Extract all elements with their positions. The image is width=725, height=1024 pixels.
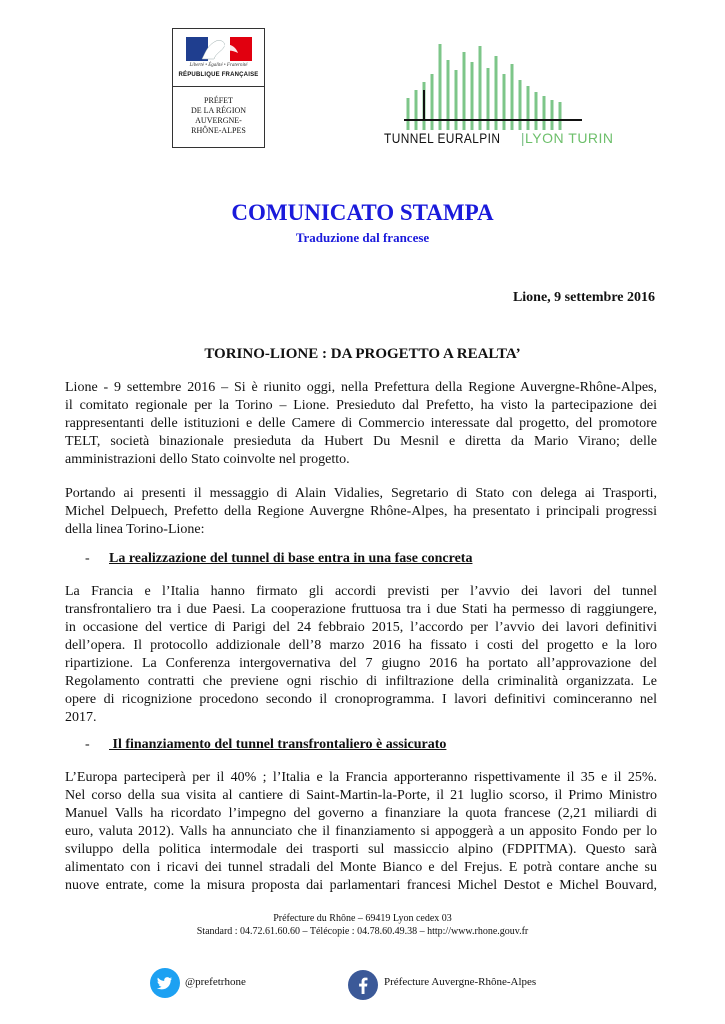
text-line: amministrazioni dello Stato coinvolte nel progetto. [65,452,350,467]
text-line: ripartizione. La Conferenza intergovernativa del 7 giugno 2016 ha portato all’approvazione del [65,656,657,671]
prefet-label [173,96,264,136]
twitter-icon[interactable] [150,968,180,998]
footer-address: Préfecture du Rhône – 69419 Lyon cedex 03 [273,913,452,924]
dateline: Lione, 9 settembre 2016 [512,290,655,305]
facebook-page[interactable]: Préfecture Auvergne-Rhône-Alpes [384,976,537,988]
paragraph-4 [65,769,657,895]
text-line: Michel Delpuech, Prefetto della Regione Auvergne Rhône-Alpes, ha presentato i principali progressi [65,504,657,519]
text-line: euro, valuta 2012). Valls ha annunciato che il finanziamento si appoggerà a un apposito Fondo per lo [65,824,657,839]
bullet-dash: - [85,551,90,566]
prefet-line: RHÔNE-ALPES [191,126,246,135]
prefet-line: PRÉFET [204,96,233,105]
prefecture-logo [172,28,265,148]
bullet-dash: - [85,737,90,752]
text-line: transfrontaliero tra i due Paesi. La cooperazione fruttuosa tra i due Stati ha permesso di raggiungere, [65,602,657,617]
marianne-emblem-icon [186,37,252,61]
telt-logo-separator: | [520,130,526,146]
text-line: il comitato regionale per la Torino – Lione. Presieduto dal Prefetto, ha visto la partecipazione dei [65,398,657,413]
text-line: rappresentanti delle istituzioni e delle Camere di Commercio interessate dal progetto, del promotore [65,416,657,431]
twitter-handle[interactable]: @prefetrhone [185,976,246,988]
text-line: Regolamento contratti che previene ogni rischio di infiltrazione della criminalità organizzata. Le [65,674,657,689]
bullet-heading-1 [85,551,472,567]
telt-logo-part1: TUNNEL EURALPIN [384,130,501,146]
text-line: nuove entrate, come la misura proposta dai parlamentari francesi Michel Destot e Michel Bouvard, [65,878,657,893]
paragraph-3 [65,583,657,727]
text-line: L’Europa parteciperà per il 40% ; l’Italia e la Francia apporteranno rispettivamente il 35 e il 25%. [65,770,657,785]
bullet-text: La realizzazione del tunnel di base entra in una fase concreta [109,551,473,566]
prefet-line: AUVERGNE- [195,116,242,125]
text-line: Nel corso della sua visita al cantiere di Saint-Martin-la-Porte, il 21 luglio scorso, il Primo Ministro [65,788,657,803]
text-line: alimentato con i ricavi dei tunnel stradali del Monte Bianco e del Frejus. E potrà contare anche su [65,860,657,875]
motto: Liberté • Égalité • Fraternité [189,63,248,68]
text-line: Portando ai presenti il messaggio di Alain Vidalies, Segretario di Stato con delega ai Trasporti, [65,486,657,501]
bullet-heading-2 [85,737,446,753]
paragraph-1 [65,379,657,469]
text-line: opere di ricognizione procedono secondo il cronoprogramma. I lavori definitivi cominceranno nel [65,692,657,707]
paragraph-2 [65,485,657,539]
text-line: sviluppo della politica intermodale dei trasporti sul massiccio alpino (FDPITMA). Questo sarà [65,842,657,857]
telt-logo-text [384,130,614,146]
telt-logo-bars-icon [404,40,582,130]
footer-contacts: Standard : 04.72.61.60.60 – Télécopie : 04.78.60.49.38 – http://www.rhone.gouv.fr [196,926,529,937]
text-line: in occasione del vertice di Parigi del 24 febbraio 2015, l’accordo per l’avvio dei lavori definitivi [65,620,657,635]
bullet-text: Il finanziamento del tunnel transfrontaliero è assicurato [109,737,447,752]
text-line: TELT, società binazionale presieduta da Hubert Du Mesnil e diretta da Mario Virano; delle [65,434,657,449]
text-line: Lione - 9 settembre 2016 – Si è riunito oggi, nella Prefettura della Regione Auvergne-Rhône-Alpes, [65,380,657,395]
prefet-line: DE LA RÉGION [190,106,247,115]
press-release-heading: TORINO-LIONE : DA PROGETTO A REALTA’ [204,346,521,362]
document-title: COMUNICATO STAMPA [231,200,494,225]
telt-logo-part2: LYON TURIN [525,130,614,146]
document-subtitle: Traduzione dal francese [295,230,430,245]
text-line: 2017. [65,710,97,725]
marianne-block [173,29,264,87]
text-line: dell’opera. Il protocollo addizionale dell’8 marzo 2016 ha fissato i costi del progetto e la loro [65,638,657,653]
text-line: della linea Torino-Lione: [65,522,205,537]
text-line: Manuel Valls ha ricordato l’impegno del governo a finanziare la quota francese (2,21 miliardi di [65,806,657,821]
republique-francaise: RÉPUBLIQUE FRANÇAISE [178,72,259,78]
text-line: La Francia e l’Italia hanno firmato gli accordi previsti per l’avvio dei lavori del tunnel [65,584,657,599]
facebook-icon[interactable] [348,970,378,1000]
